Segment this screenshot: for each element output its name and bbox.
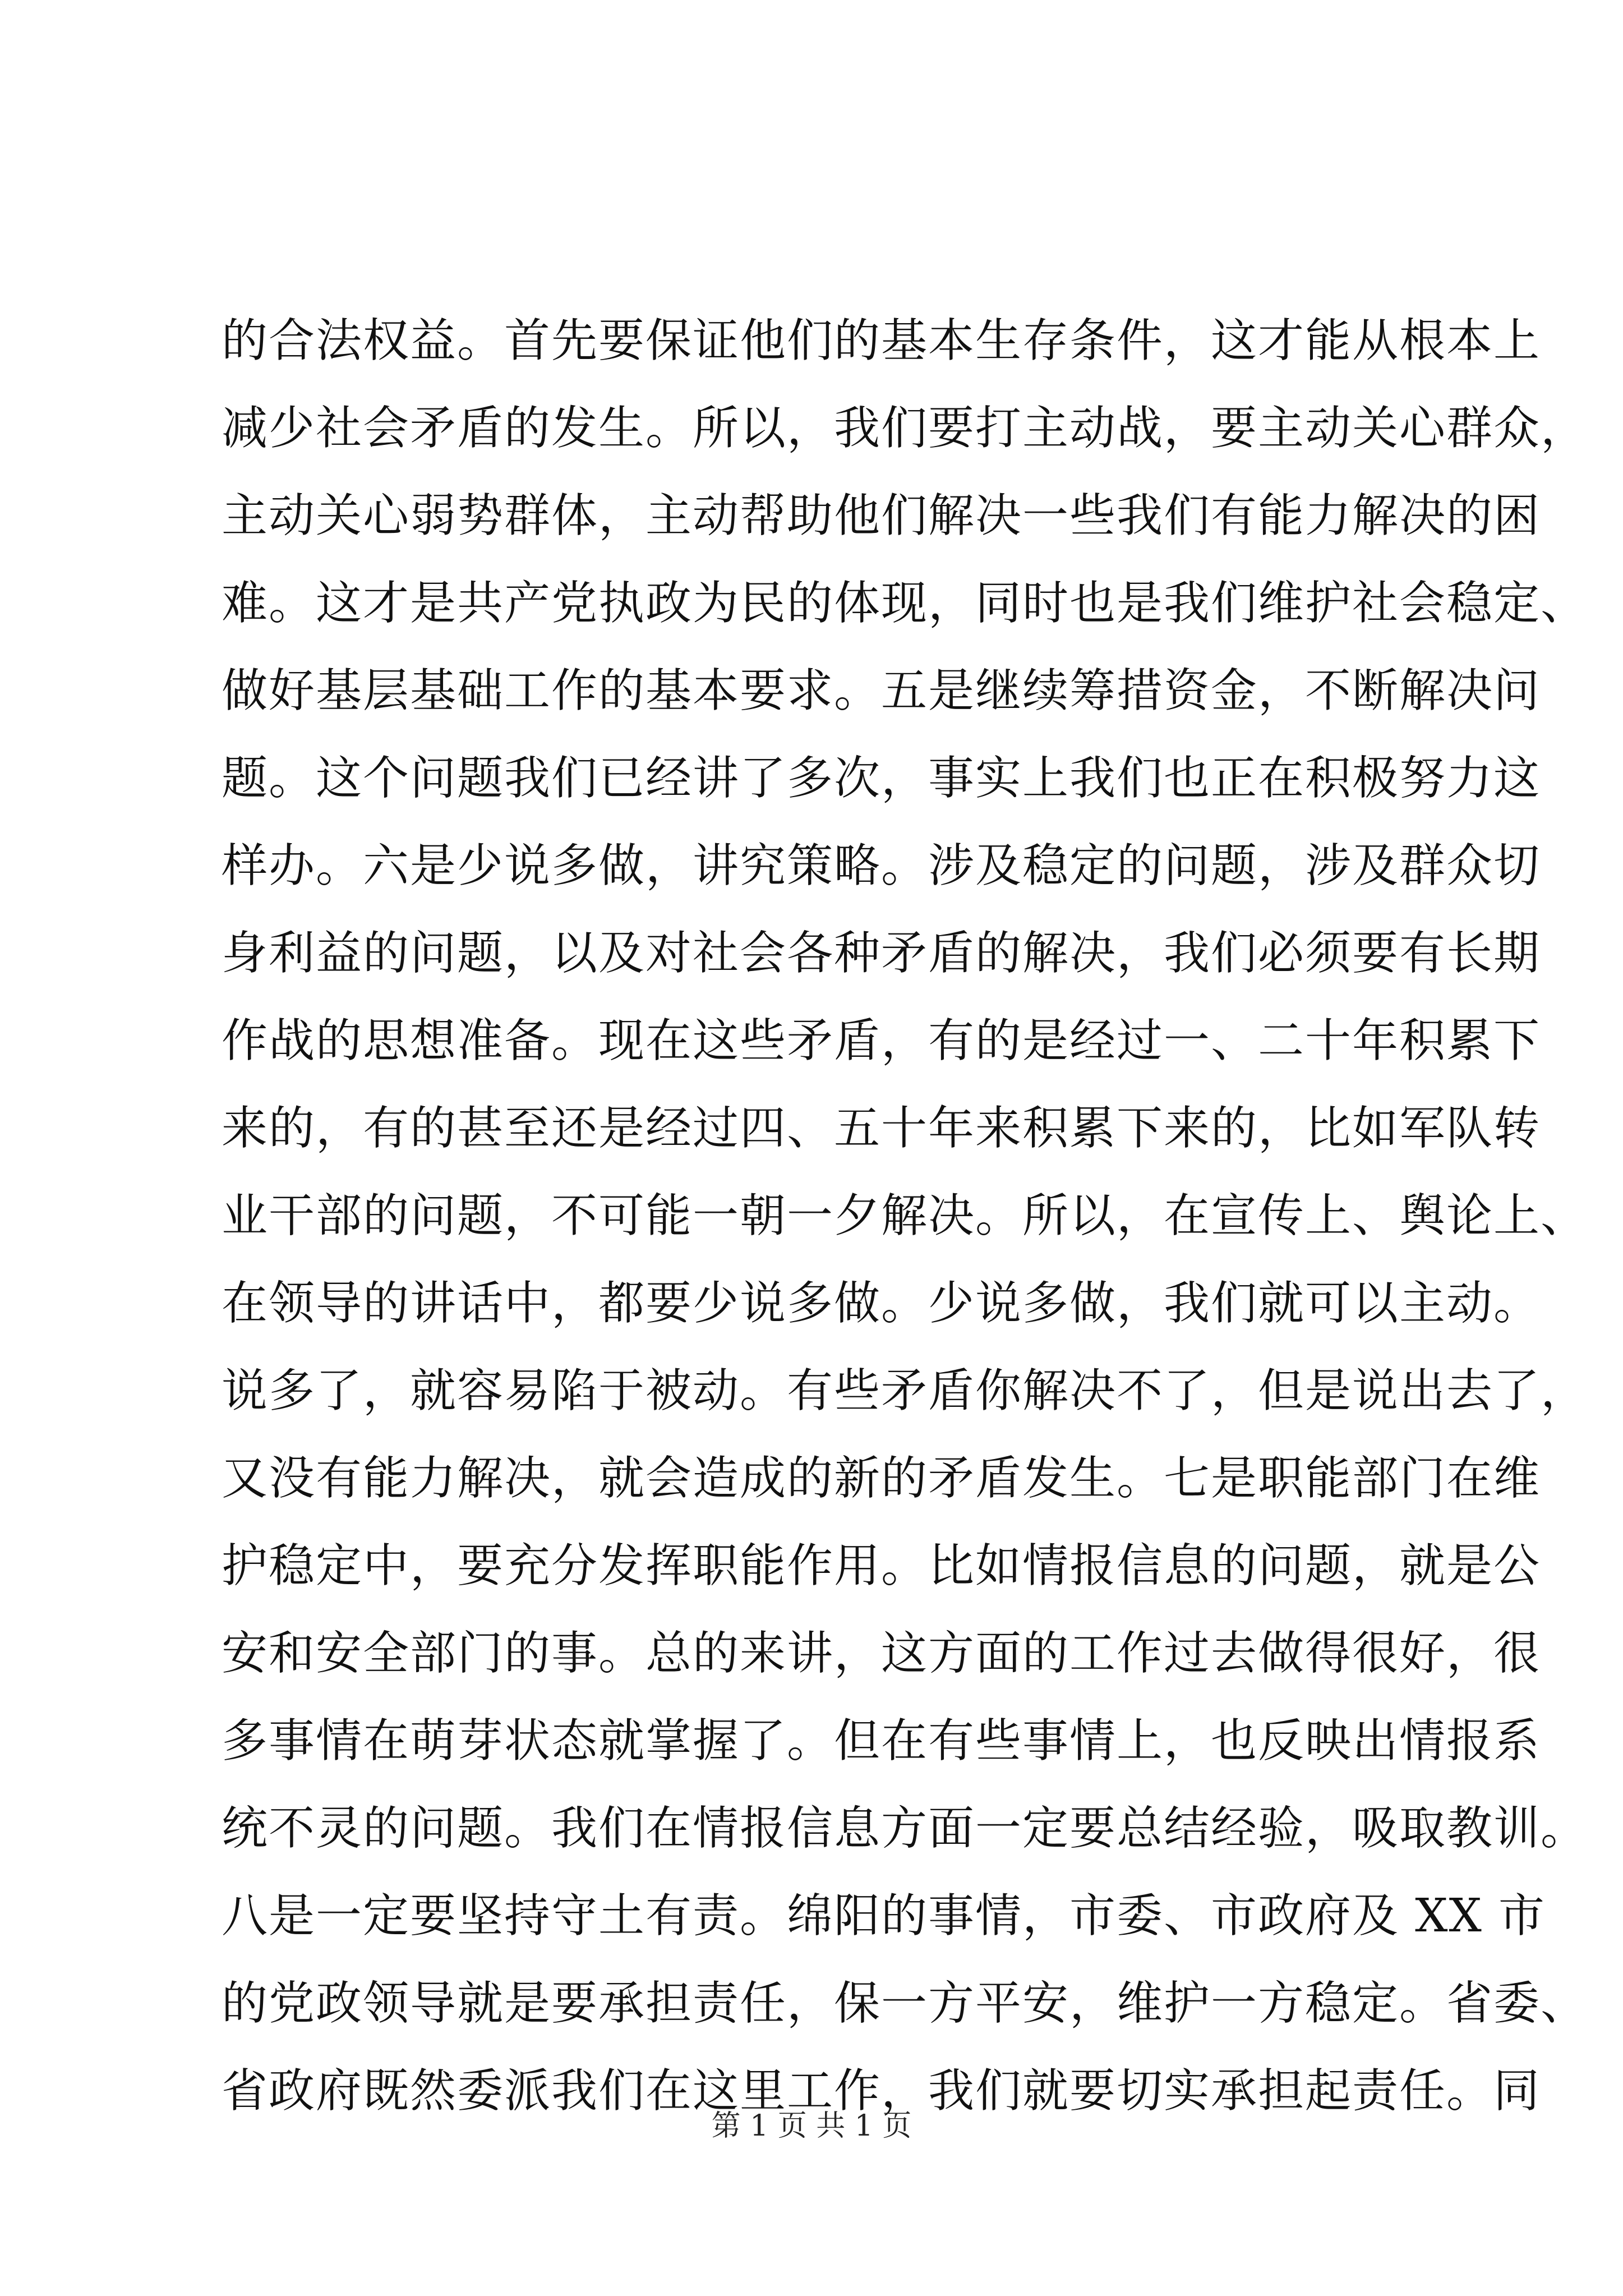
text-line: 省政府既然委派我们在这里工作，我们就要切实承担起责任。同 — [222, 2064, 1541, 2118]
text-line: 难。这才是共产党执政为民的体现，同时也是我们维护社会稳定、 — [222, 577, 1588, 630]
text-line: 样办。六是少说多做，讲究策略。涉及稳定的问题，涉及群众切 — [222, 839, 1541, 892]
text-line: 身利益的问题，以及对社会各种矛盾的解决，我们必须要有长期 — [222, 927, 1541, 980]
text-line: 又没有能力解决，就会造成的新的矛盾发生。七是职能部门在维 — [222, 1452, 1541, 1505]
text-line: 题。这个问题我们已经讲了多次，事实上我们也正在积极努力这 — [222, 752, 1541, 805]
text-line: 在领导的讲话中，都要少说多做。少说多做，我们就可以主动。 — [222, 1277, 1541, 1330]
text-line: 安和安全部门的事。总的来讲，这方面的工作过去做得很好，很 — [222, 1627, 1541, 1680]
text-line: 主动关心弱势群体，主动帮助他们解决一些我们有能力解决的困 — [222, 489, 1541, 542]
page-footer — [0, 2106, 1623, 2146]
text-line: 说多了，就容易陷于被动。有些矛盾你解决不了，但是说出去了， — [222, 1364, 1588, 1418]
text-line: 的党政领导就是要承担责任，保一方平安，维护一方稳定。省委、 — [222, 1977, 1588, 2030]
text-line: 统不灵的问题。我们在情报信息方面一定要总结经验，吸取教训。 — [222, 1802, 1588, 1855]
text-line: 多事情在萌芽状态就掌握了。但在有些事情上，也反映出情报系 — [222, 1714, 1541, 1768]
text-line: 做好基层基础工作的基本要求。五是继续筹措资金，不断解决问 — [222, 664, 1541, 717]
text-line: 业干部的问题，不可能一朝一夕解决。所以，在宣传上、舆论上、 — [222, 1189, 1588, 1243]
text-line: 来的，有的甚至还是经过四、五十年来积累下来的，比如军队转 — [222, 1102, 1541, 1155]
document-body — [222, 297, 1588, 2135]
text-line: 作战的思想准备。现在这些矛盾，有的是经过一、二十年积累下 — [222, 1014, 1541, 1068]
text-line: 减少社会矛盾的发生。所以，我们要打主动战，要主动关心群众， — [222, 402, 1588, 455]
page-number-label: 第 1 页 共 1 页 — [711, 2109, 912, 2143]
text-line: 的合法权益。首先要保证他们的基本生存条件，这才能从根本上 — [222, 314, 1541, 367]
text-line: 护稳定中，要充分发挥职能作用。比如情报信息的问题，就是公 — [222, 1539, 1541, 1593]
text-line: 八是一定要坚持守土有责。绵阳的事情，市委、市政府及 XX 市 — [222, 1889, 1546, 1943]
